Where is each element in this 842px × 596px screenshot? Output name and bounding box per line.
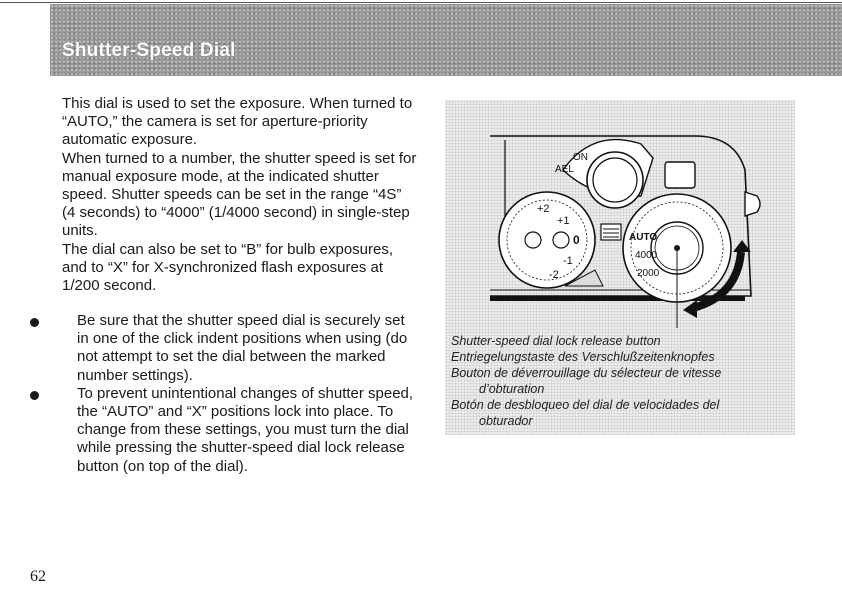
body-paragraph: This dial is used to set the exposure. When turned to “AUTO,” the camera is set for aperture-priority automatic exposure. <box>62 95 413 149</box>
camera-top-drawing <box>445 100 795 330</box>
figure-caption <box>451 333 791 429</box>
bullet-dot-icon <box>30 318 39 327</box>
caption-line: obturador <box>479 414 533 428</box>
auto-label: AUTO <box>629 232 658 243</box>
comp-plus1-label: +1 <box>557 215 570 227</box>
ael-label: AEL <box>555 164 574 175</box>
section-title: Shutter-Speed Dial <box>62 40 236 61</box>
bullet-item <box>30 312 420 385</box>
body-paragraph: When turned to a number, the shutter speed is set for manual exposure mode, at the indicated shutter speed. Shutter speeds can be set in the range “4S” (4 seconds) to “4000” (1/4000 second) in single-step units. <box>62 149 417 240</box>
comp-plus2-label: +2 <box>537 203 550 215</box>
body-text <box>62 95 417 295</box>
caption-line: Botón de desbloqueo del dial de velocidades del <box>451 398 720 412</box>
caption-line: d’obturation <box>479 382 545 396</box>
bullet-item <box>30 385 420 476</box>
comp-zero-label: 0 <box>573 233 580 247</box>
speed-2000-label: 2000 <box>637 268 660 279</box>
bullet-text: To prevent unintentional changes of shutter speed, the “AUTO” and “X” positions lock into place. To change from these settings, you must turn the dial while pressing the shutter-speed dial lock release button (on top of the dial). <box>77 384 414 475</box>
comp-minus1-label: -1 <box>563 255 573 267</box>
page-number: 62 <box>30 568 46 585</box>
comp-minus2-label: -2 <box>549 269 559 281</box>
bullet-text: Be sure that the shutter speed dial is securely set in one of the click indent positions when using (do not attempt to set the dial between the marked number settings). <box>77 312 408 384</box>
bullet-dot-icon <box>30 391 39 400</box>
caption-line: Bouton de déverrouillage du sélecteur de vitesse <box>451 366 722 380</box>
caption-line: Entriegelungstaste des Verschlußzeitenknopfes <box>451 350 715 364</box>
caption-line: Shutter-speed dial lock release button <box>451 334 661 348</box>
speed-4000-label: 4000 <box>635 250 658 261</box>
top-rule <box>0 2 842 3</box>
camera-illustration <box>445 100 795 435</box>
on-label: ON <box>573 152 588 163</box>
bullet-list <box>30 312 420 476</box>
body-paragraph: The dial can also be set to “B” for bulb exposures, and to “X” for X-synchronized flash exposures at 1/200 second. <box>62 240 394 295</box>
